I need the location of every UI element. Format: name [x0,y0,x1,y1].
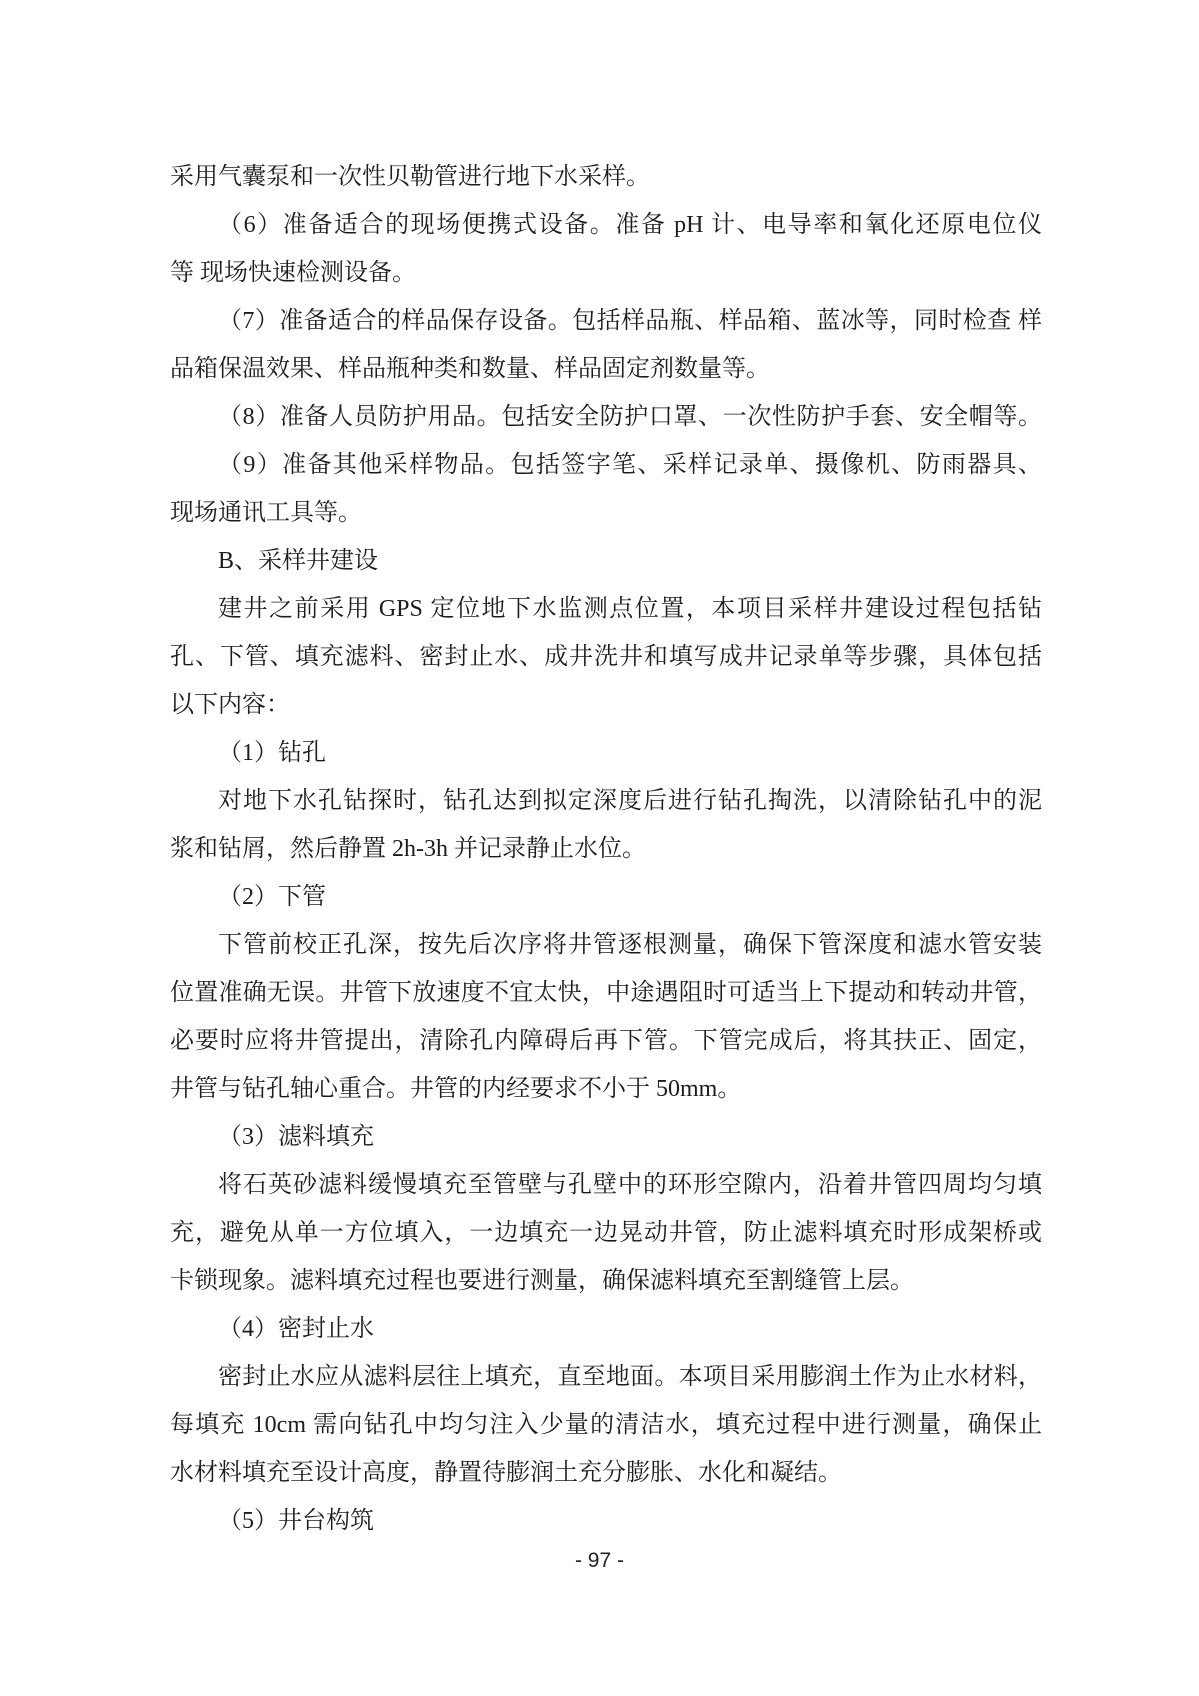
page-number: - 97 - [574,1549,624,1572]
text-line: 密封止水应从滤料层往上填充，直至地面。本项目采用膨润土作为止水材料， [218,1364,1042,1390]
text-line: （6）准备适合的现场便携式设备。准备 pH 计、电导率和氧化还原电位仪 [218,212,1042,238]
text-line: （9）准备其他采样物品。包括签字笔、采样记录单、摄像机、防雨器具、 [218,452,1042,478]
text-line: （3）滤料填充 [218,1124,374,1150]
text-line: 每填充 10cm 需向钻孔中均匀注入少量的清洁水，填充过程中进行测量，确保止 [170,1412,1042,1438]
text-line: 水材料填充至设计高度，静置待膨润土充分膨胀、水化和凝结。 [170,1460,842,1486]
text-line: B、采样井建设 [218,548,379,574]
text-line: 采用气囊泵和一次性贝勒管进行地下水采样。 [170,164,650,190]
text-line: 品箱保温效果、样品瓶种类和数量、样品固定剂数量等。 [170,356,770,382]
text-line: 浆和钻屑，然后静置 2h-3h 并记录静止水位。 [170,836,646,862]
text-line: 位置准确无误。井管下放速度不宜太快，中途遇阻时可适当上下提动和转动井管， [170,980,1042,1006]
text-line: 将石英砂滤料缓慢填充至管壁与孔壁中的环形空隙内，沿着井管四周均匀填 [218,1172,1042,1198]
text-line: 井管与钻孔轴心重合。井管的内经要求不小于 50mm。 [170,1076,742,1102]
text-line: 对地下水孔钻探时，钻孔达到拟定深度后进行钻孔掏洗，以清除钻孔中的泥 [218,788,1042,814]
text-line: 孔、下管、填充滤料、密封止水、成井洗井和填写成井记录单等步骤，具体包括 [170,644,1042,670]
text-line: 等 现场快速检测设备。 [170,260,416,286]
text-line: 必要时应将井管提出，清除孔内障碍后再下管。下管完成后，将其扶正、固定， [170,1028,1042,1054]
text-line: （8）准备人员防护用品。包括安全防护口罩、一次性防护手套、安全帽等。 [218,404,1042,430]
text-line: 建井之前采用 GPS 定位地下水监测点位置，本项目采样井建设过程包括钻 [218,596,1042,622]
text-line: 下管前校正孔深，按先后次序将井管逐根测量，确保下管深度和滤水管安装 [218,932,1042,958]
text-line: 以下内容： [170,692,290,718]
text-line: （4）密封止水 [218,1316,374,1342]
document-body [170,153,1042,1545]
text-line: （5）井台构筑 [218,1508,374,1534]
text-line: （2）下管 [218,884,326,910]
text-line: 卡锁现象。滤料填充过程也要进行测量，确保滤料填充至割缝管上层。 [170,1268,914,1294]
text-line: （1）钻孔 [218,740,326,766]
text-line: 现场通讯工具等。 [170,500,362,526]
text-line: 充，避免从单一方位填入，一边填充一边晃动井管，防止滤料填充时形成架桥或 [170,1220,1042,1246]
text-line: （7）准备适合的样品保存设备。包括样品瓶、样品箱、蓝冰等，同时检查 样 [218,308,1042,334]
